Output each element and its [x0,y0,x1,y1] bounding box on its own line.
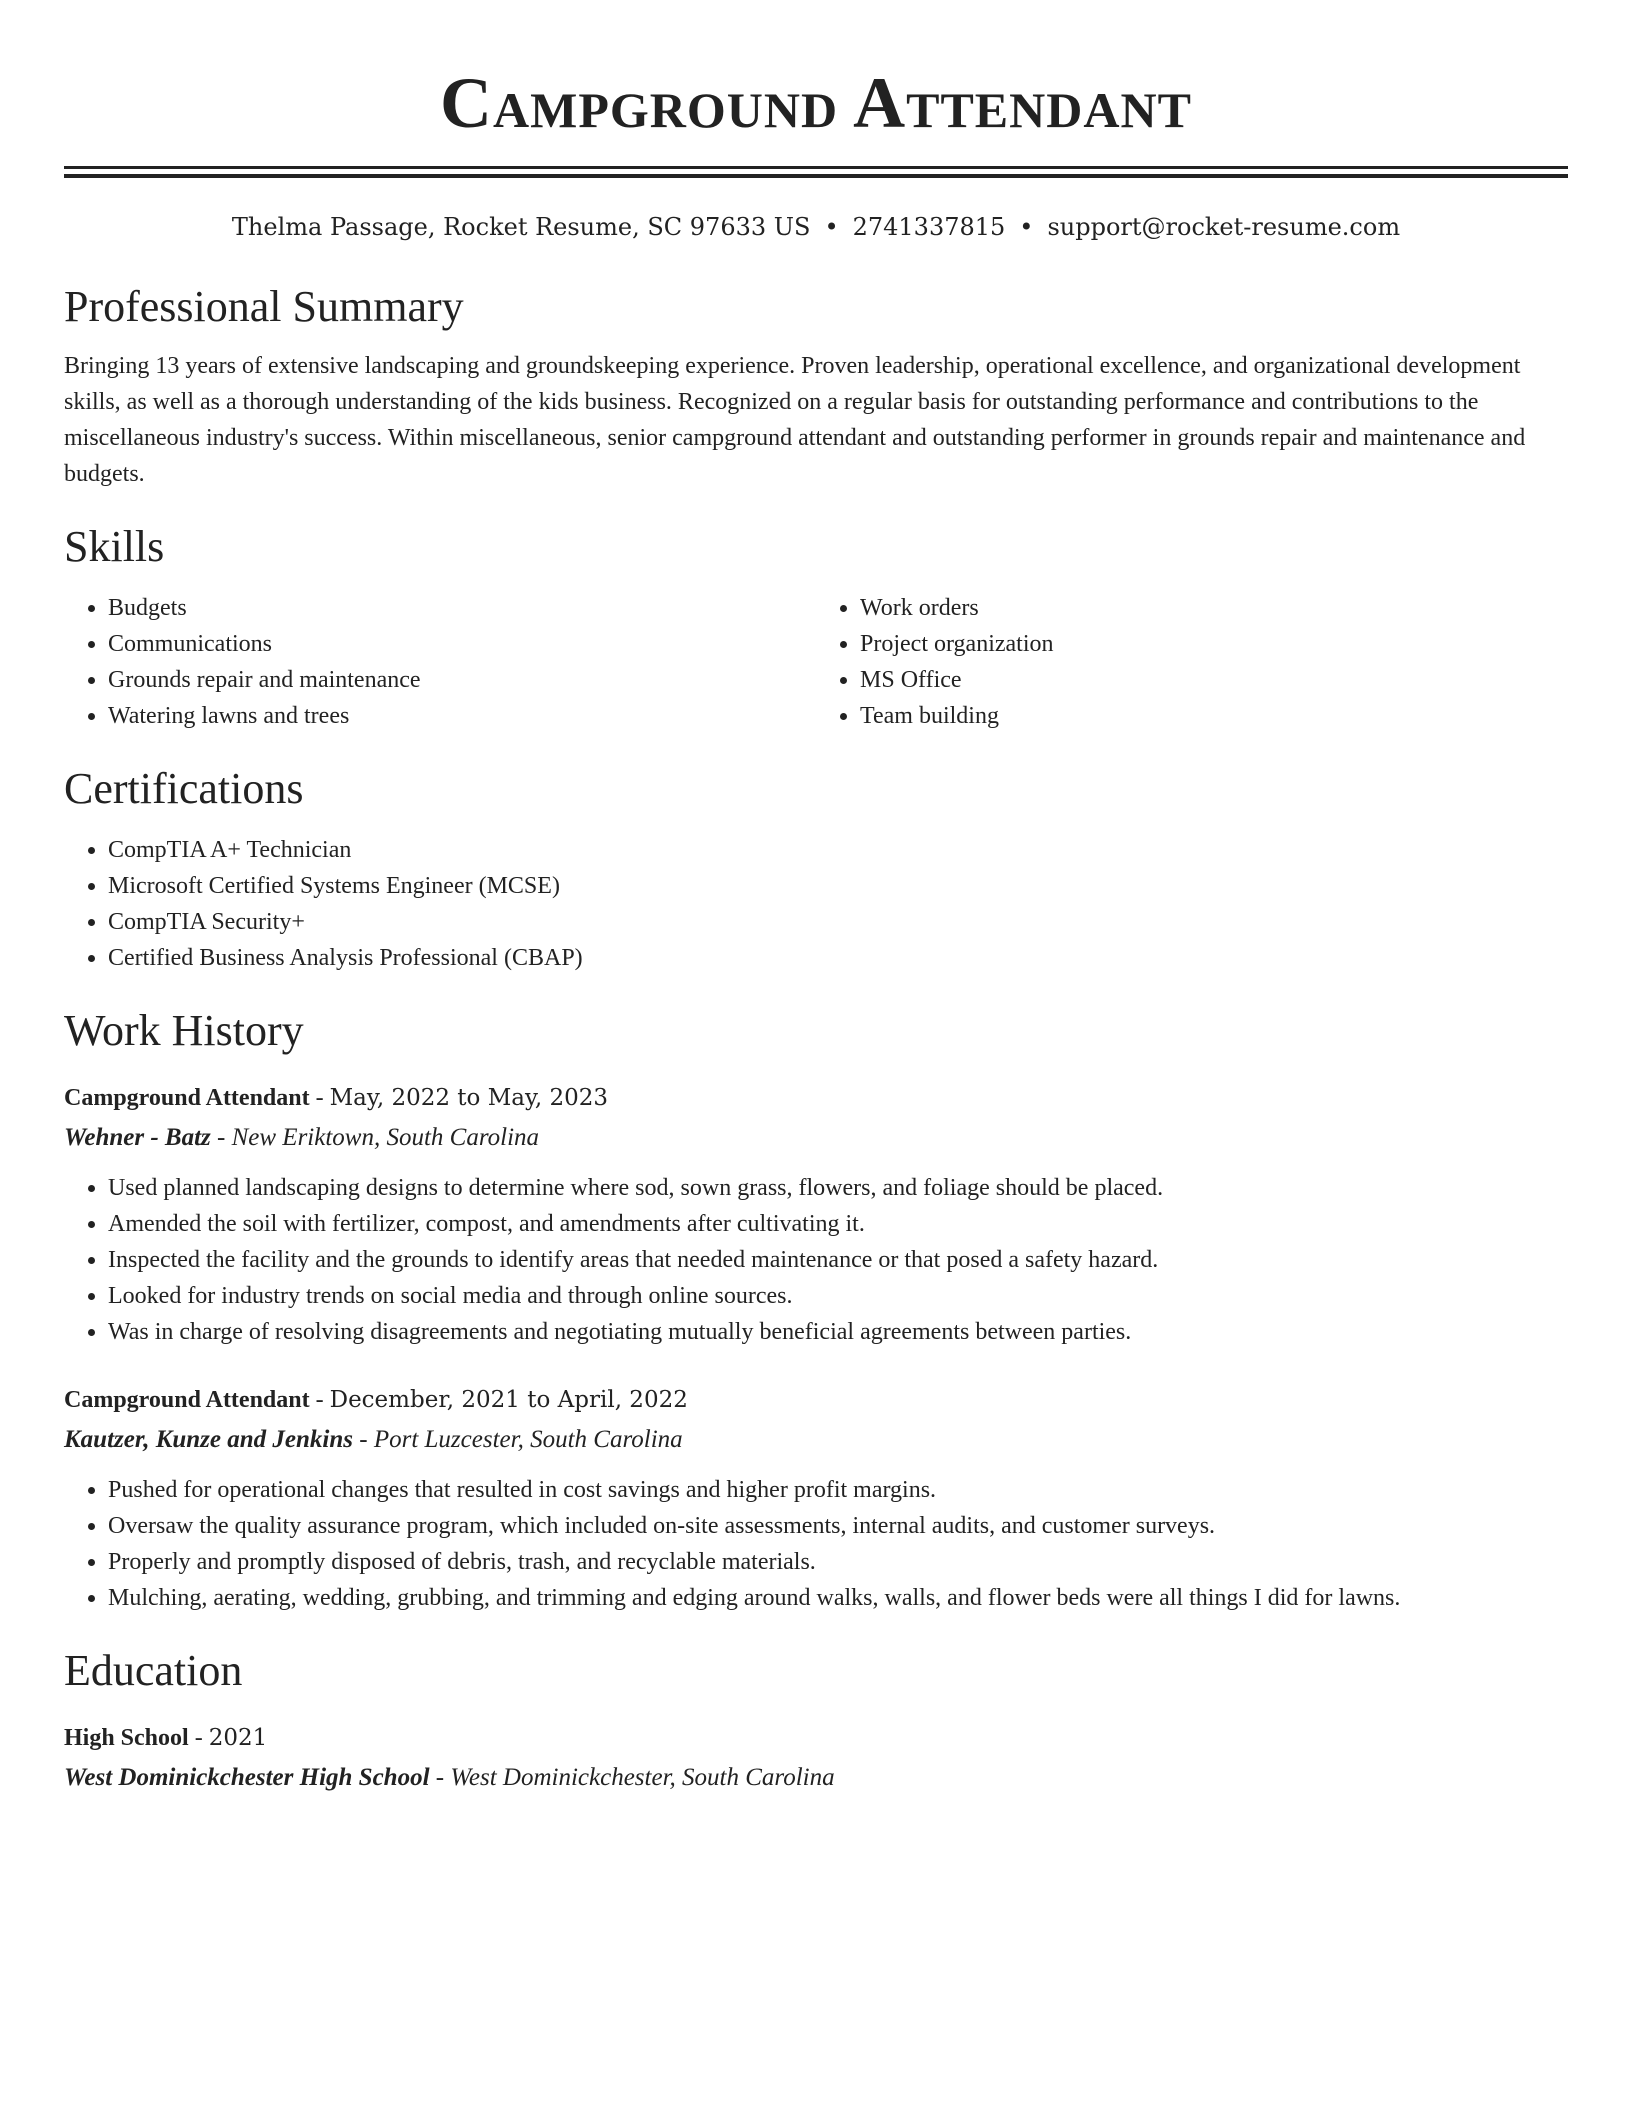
contact-separator: • [824,213,839,241]
job-location: Port Luzcester, South Carolina [373,1426,683,1453]
work-history-heading: Work History [64,1006,304,1055]
job-bullet: • Amended the soil with fertilizer, compost, and amendments after cultivating it. [108,1206,1568,1242]
job-bullets [64,1170,1568,1350]
job-bullet: • Mulching, aerating, wedding, grubbing, and trimming and edging around walks, walls, and flower beds were all things I did for lawns. [108,1580,1568,1616]
dash: - [359,1426,368,1453]
job-bullets [64,1472,1568,1616]
job-company-line [64,1118,1568,1158]
skill-item: • Watering lawns and trees [108,698,816,734]
education-section [64,1644,1568,1798]
job-title-line [64,1380,1568,1420]
dash: - [435,1764,445,1791]
dash: - [315,1085,324,1111]
certification-item: • Microsoft Certified Systems Engineer (MCSE) [108,868,1568,904]
skill-item: • Communications [108,626,816,662]
skill-item: • Project organization [860,626,1568,662]
contact-phone: 2741337815 [852,213,1006,241]
job-entry [64,1078,1568,1350]
education-entry [64,1718,1568,1798]
dash: - [315,1387,324,1413]
dash: - [217,1124,226,1151]
education-location: West Dominickchester, South Carolina [450,1764,835,1791]
education-school: West Dominickchester High School [64,1764,430,1791]
job-title: Campground Attendant [64,1387,310,1413]
contact-address: Thelma Passage, Rocket Resume, SC 97633 US [231,213,811,241]
skills-section [64,520,1568,734]
skill-item: • Work orders [860,590,1568,626]
skill-item: • MS Office [860,662,1568,698]
job-bullet: • Looked for industry trends on social media and through online sources. [108,1278,1568,1314]
contact-email: support@rocket-resume.com [1047,213,1401,241]
summary-section [64,280,1568,492]
job-bullet: • Oversaw the quality assurance program, which included on-site assessments, internal audits, and customer surveys. [108,1508,1568,1544]
job-bullet: • Inspected the facility and the grounds to identify areas that needed maintenance or that posed a safety hazard. [108,1242,1568,1278]
skill-item: • Team building [860,698,1568,734]
contact-separator: • [1019,213,1034,241]
job-bullet: • Was in charge of resolving disagreements and negotiating mutually beneficial agreements between parties. [108,1314,1568,1350]
job-title: Campground Attendant [64,1085,310,1111]
job-location: New Eriktown, South Carolina [231,1124,540,1151]
certifications-heading: Certifications [64,764,304,813]
skills-list-right [816,590,1568,734]
certification-item: • CompTIA A+ Technician [108,832,1568,868]
certifications-section [64,762,1568,976]
job-dates: May, 2022 to May, 2023 [329,1085,609,1111]
education-school-line [64,1758,1568,1798]
education-year: 2021 [208,1725,268,1751]
education-degree: High School [64,1725,189,1751]
job-dates: December, 2021 to April, 2022 [329,1387,688,1413]
skills-list-left [64,590,816,734]
job-title-line [64,1078,1568,1118]
certification-item: • Certified Business Analysis Professional (CBAP) [108,940,1568,976]
certification-item: • CompTIA Security+ [108,904,1568,940]
contact-line [64,210,1568,244]
job-company: Wehner - Batz [64,1124,211,1151]
skill-item: • Grounds repair and maintenance [108,662,816,698]
dash: - [194,1725,203,1751]
job-bullet: • Pushed for operational changes that resulted in cost savings and higher profit margins. [108,1472,1568,1508]
header-divider [64,166,1568,178]
skill-item: • Budgets [108,590,816,626]
work-history-section [64,1004,1568,1616]
skills-grid [64,590,1568,734]
education-heading: Education [64,1646,243,1695]
job-company-line [64,1420,1568,1460]
resume-name: Campground Attendant [440,63,1192,143]
summary-text: Bringing 13 years of extensive landscaping and groundskeeping experience. Proven leadership, operational excellence, and organizational development skills, as well as a thorough understanding of the kids business. Recognized on a regular basis for outstanding performance and contributions to the miscellaneous industry's success. Within miscellaneous, senior campground attendant and outstanding performer in grounds repair and maintenance and budgets. [64,353,1526,487]
job-company: Kautzer, Kunze and Jenkins [64,1426,353,1453]
summary-heading: Professional Summary [64,282,464,331]
job-bullet: • Properly and promptly disposed of debris, trash, and recyclable materials. [108,1544,1568,1580]
certifications-list [64,832,1568,976]
job-bullet: • Used planned landscaping designs to determine where sod, sown grass, flowers, and foliage should be placed. [108,1170,1568,1206]
job-entry [64,1380,1568,1616]
skills-heading: Skills [64,522,165,571]
education-degree-line [64,1718,1568,1758]
